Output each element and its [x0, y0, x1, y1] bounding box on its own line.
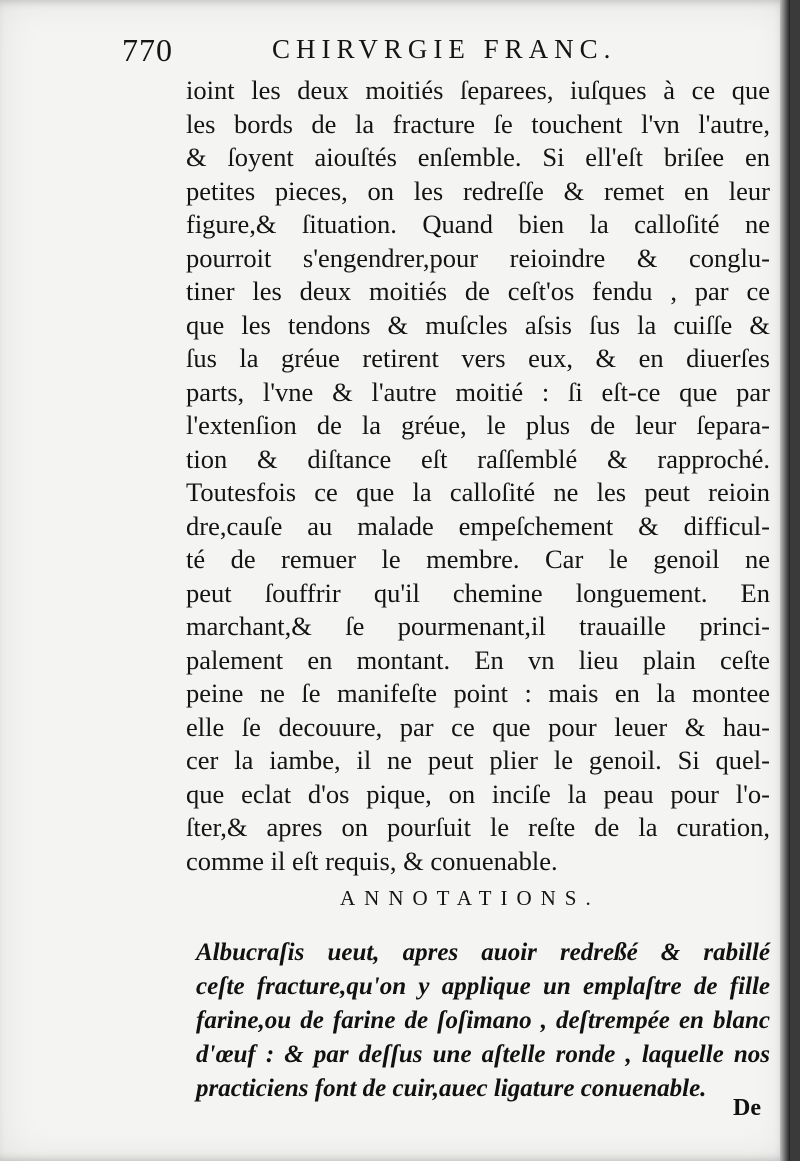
page-edge-shadow — [780, 0, 790, 1161]
text-line: pourroit s'engendrer,pour reioindre & conglu- — [186, 242, 770, 273]
annotations-heading: ANNOTATIONS. — [340, 886, 600, 910]
text-line: palement en montant. En vn lieu plain ceſte — [186, 644, 770, 675]
text-line: ioint les deux moitiés ſeparees, iuſques à ce que — [186, 75, 770, 105]
text-line: ſus la gréue retirent vers eux, & en diuerſes — [186, 343, 770, 373]
text-line: & ſoyent aiouſtés enſemble. Si ell'eſt briſee en — [186, 142, 770, 172]
text-line: peine ne ſe manifeſte point : mais en la montee — [186, 678, 770, 708]
annotation-line: practiciens font de cuir,auec ligature conuenable. — [196, 1075, 707, 1102]
text-line: tiner les deux moitiés de ceſt'os fendu , par ce — [186, 276, 770, 306]
page-header — [122, 32, 762, 72]
text-line: ſter,& apres on pourſuit le reſte de la curation, — [186, 812, 770, 842]
text-line: marchant,& ſe pourmenant,il trauaille princi- — [186, 611, 770, 641]
annotation-line: d'œuf : & par deſſus une aſtelle ronde , laquelle nos — [196, 1041, 770, 1068]
annotation-line: farine,ou de farine de ſoſimano , deſtrempée en blanc — [196, 1007, 770, 1034]
text-line: que les tendons & muſcles aſsis ſus la cuiſſe & — [186, 309, 770, 340]
main-text-block — [186, 74, 770, 878]
page-number: 770 — [122, 32, 173, 68]
text-line: l'extenſion de la gréue, le plus de leur ſepara- — [186, 410, 770, 440]
annotation-line: Albucraſis ueut, apres auoir redreßé & rabillé — [196, 939, 770, 966]
text-line: té de remuer le membre. Car le genoil ne — [186, 544, 770, 574]
text-line: figure,& ſituation. Quand bien la calloſité ne — [186, 209, 770, 239]
annotations-text-block — [196, 936, 770, 1106]
text-line: comme il eſt requis, & conuenable. — [186, 845, 558, 876]
text-line: parts, l'vne & l'autre moitié : ſi eſt-ce que par — [186, 376, 770, 407]
text-line: peut ſouffrir qu'il chemine longuement. En — [186, 577, 770, 608]
catchword: De — [733, 1095, 761, 1121]
text-line: elle ſe decouure, par ce que pour leuer & hau- — [186, 711, 770, 742]
text-line: Toutesfois ce que la calloſité ne les peut reioin — [186, 477, 770, 507]
annotation-line: ceſte fracture,qu'on y applique un emplaſtre de fille — [196, 973, 770, 1000]
text-line: les bords de la fracture ſe touchent l'vn l'autre, — [186, 108, 770, 139]
text-line: tion & diſtance eſt raſſemblé & rapproché. — [186, 443, 770, 474]
text-line: petites pieces, on les redreſſe & remet en leur — [186, 175, 770, 206]
text-line: que eclat d'os pique, on inciſe la peau pour l'o- — [186, 778, 770, 809]
text-line: cer la iambe, il ne peut plier le genoil. Si quel- — [186, 745, 770, 775]
running-head: CHIRVRGIE FRANC. — [272, 34, 617, 64]
text-line: dre,cauſe au malade empeſchement & difficul- — [186, 510, 770, 541]
